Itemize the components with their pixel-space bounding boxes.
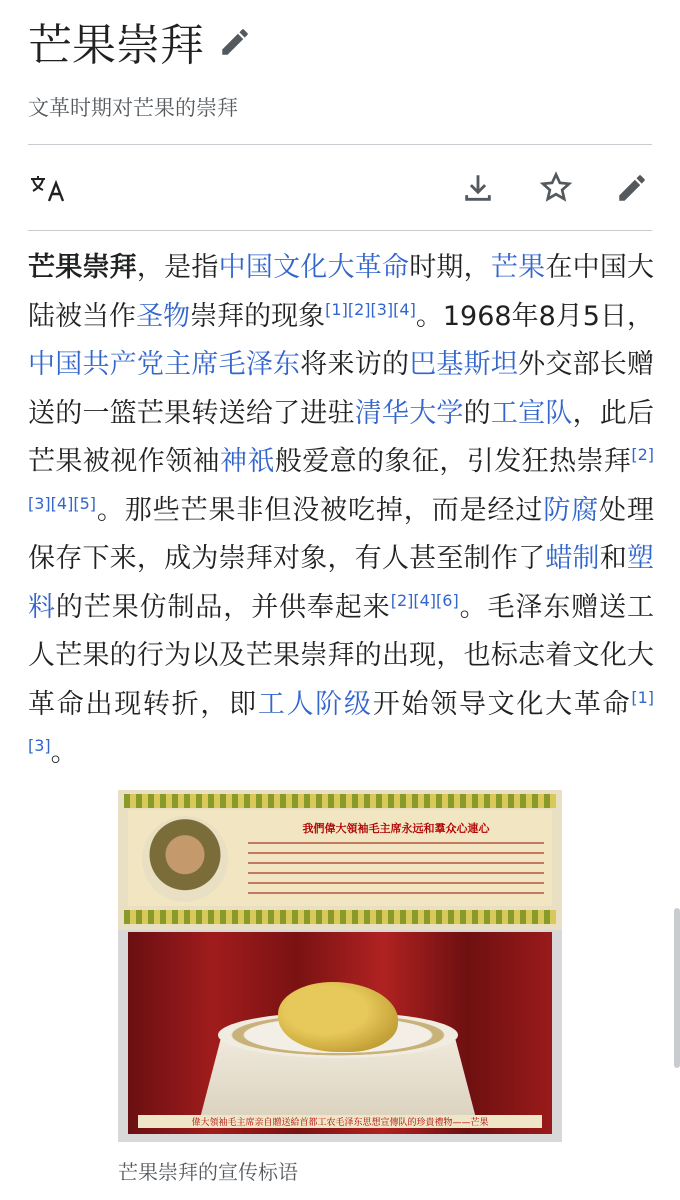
reference-link[interactable]: [2][3][4][5] [28,445,655,513]
poster-image[interactable] [118,790,562,1142]
pencil-icon[interactable] [612,168,652,208]
title-row [28,16,652,76]
text: 般爱意的象征，引发狂热崇拜 [274,446,632,477]
text: ，是指 [136,252,219,283]
text: ，此后芒果被视作领袖 [28,397,655,477]
text: 。1968年8月5日， [415,300,655,332]
reference-link[interactable]: [1][3] [28,687,655,755]
poster-caption: 偉大領袖毛主席亲自贈送給首都工农毛泽东思想宣傳队的珍貴禮物——芒果 [138,1115,542,1128]
figure-caption: 芒果崇拜的宣传标语 [118,1160,298,1184]
page-title: 芒果崇拜 [28,20,204,71]
reference-link[interactable]: [2][4][6] [390,590,459,610]
portrait-image [142,816,228,902]
link-cultural-revolution[interactable]: 中国文化大革命 [218,252,410,283]
link-working-class[interactable]: 工人阶级 [257,688,373,720]
link-pakistan[interactable]: 巴基斯坦 [409,349,519,380]
decorative-band [124,794,556,808]
text: 将来访的 [300,349,410,380]
download-icon[interactable] [458,168,498,208]
text: 外交部长赠送的一篮芒果转送给了进驻 [28,349,655,429]
divider-bottom [28,230,652,231]
language-icon[interactable] [28,168,68,208]
article-header [28,16,652,122]
text: 处理保存下来，成为崇拜对象，有人甚至制作了 [28,494,655,574]
page-actions-toolbar [28,160,652,216]
text: 。那些芒果非但没被吃掉，而是经过 [96,494,544,526]
poster-headline: 我們偉大領袖毛主席永远和羣众心連心 [302,822,490,835]
page-subtitle: 文革时期对芒果的崇拜 [28,96,238,120]
text: 开始领导文化大革命 [372,688,632,720]
poster-top-panel [118,790,562,930]
text: 时期， [409,252,491,283]
link-plastic[interactable]: 塑料 [28,543,655,623]
text: 在中国大陆被当作 [28,252,655,332]
text: 崇拜的现象 [190,300,326,332]
poster-text-panel [128,810,552,906]
article-body [28,244,654,778]
mango [278,982,398,1052]
reference-link[interactable]: [1][2][3][4] [325,299,416,319]
decorative-band [124,910,556,924]
link-relic[interactable]: 圣物 [136,300,191,332]
link-tsinghua[interactable]: 清华大学 [354,397,464,429]
poster-body-text [248,842,544,898]
link-wax[interactable]: 蜡制 [545,543,600,574]
edit-title-pencil-icon[interactable] [218,25,252,59]
bold-term: 芒果崇拜 [28,252,137,283]
link-deity[interactable]: 神祇 [219,446,275,477]
link-preservation[interactable]: 防腐 [543,494,600,526]
link-mao[interactable]: 中国共产党主席毛泽东 [28,349,301,380]
star-icon[interactable] [536,168,576,208]
link-propaganda-team[interactable]: 工宣队 [490,397,573,429]
text: 的 [463,397,491,429]
link-mango[interactable]: 芒果 [490,252,546,283]
mango-photo [128,932,552,1134]
text: 的芒果仿制品，并供奉起来 [55,591,391,623]
text: 。 [50,737,78,768]
scrollbar[interactable] [674,908,680,1068]
text: 。毛泽东赠送工人芒果的行为以及芒果崇拜的出现，也标志着文化大革命出现转折，即 [28,591,655,720]
divider-top [28,144,652,145]
text: 和 [599,543,628,574]
